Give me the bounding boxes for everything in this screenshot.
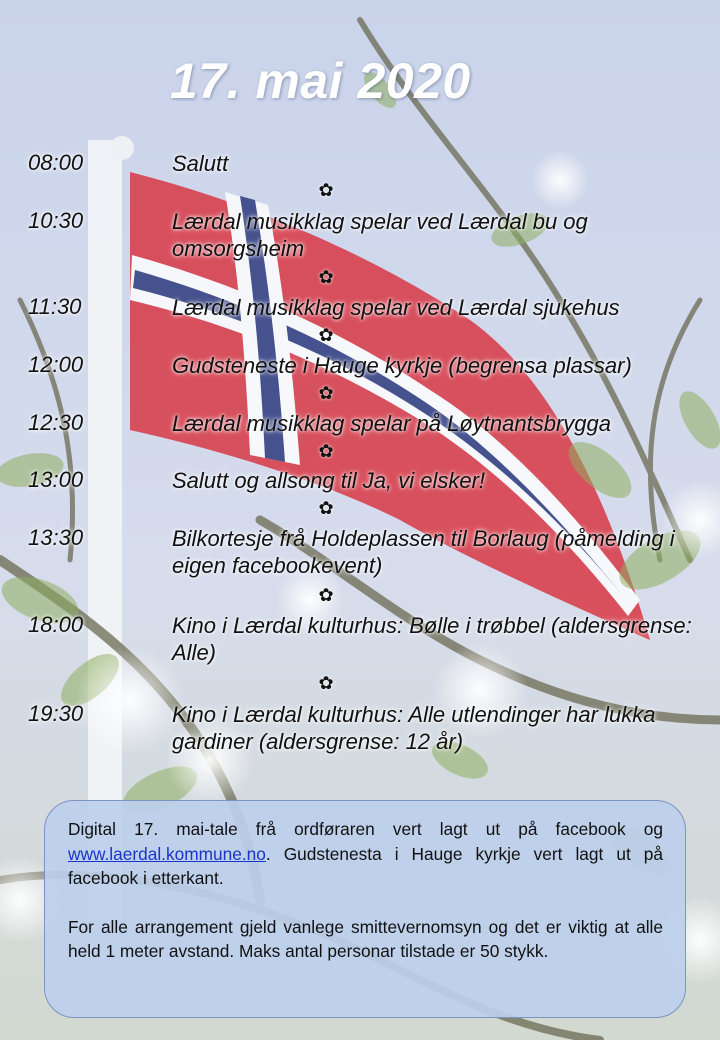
event-description: Kino i Lærdal kulturhus: Bølle i trøbbel (aldersgrense: Alle) <box>172 613 692 665</box>
flagpole-top <box>110 136 134 160</box>
municipality-link[interactable]: www.laerdal.kommune.no <box>68 843 266 864</box>
event-time: 12:00 <box>28 352 84 377</box>
info-text: . Gudstenesta i Hauge kyrkje vert lagt ut på facebook i etterkant. <box>68 843 663 888</box>
page-title: 17. mai 2020 <box>170 53 471 109</box>
flower-separator-icon: ✿ <box>318 585 334 605</box>
flower-separator-icon: ✿ <box>318 498 334 518</box>
info-box <box>44 800 686 1018</box>
event-time: 18:00 <box>28 612 84 637</box>
event-description: Salutt <box>172 151 229 176</box>
flower-separator-icon: ✿ <box>318 383 334 403</box>
flower-separator-icon: ✿ <box>318 267 334 287</box>
event-description: Bilkortesje frå Holdeplassen til Borlaug (påmelding i eigen facebookevent) <box>172 526 675 578</box>
flower-separator-icon: ✿ <box>318 325 334 345</box>
event-description: Lærdal musikklag spelar ved Lærdal sjukehus <box>172 295 620 320</box>
info-paragraph-rules: For alle arrangement gjeld vanlege smittevernomsyn og det er viktig at alle held 1 meter avstand. Maks antal personar tilstade er 50 stykk. <box>68 916 663 961</box>
event-description: Lærdal musikklag spelar på Løytnantsbrygga <box>172 411 612 436</box>
info-text: Digital 17. mai-tale frå ordføraren vert lagt ut på facebook og <box>68 819 663 839</box>
event-description: Lærdal musikklag spelar ved Lærdal bu og omsorgsheim <box>172 209 588 261</box>
event-description: Salutt og allsong til Ja, vi elsker! <box>172 468 486 493</box>
event-time: 10:30 <box>28 208 84 233</box>
event-time: 13:30 <box>28 525 84 550</box>
flower-separator-icon: ✿ <box>318 673 334 693</box>
flower-separator-icon: ✿ <box>318 441 334 461</box>
event-description: Gudsteneste i Hauge kyrkje (begrensa plassar) <box>172 353 632 378</box>
event-time: 08:00 <box>28 150 84 175</box>
event-time: 12:30 <box>28 410 84 435</box>
flower-separator-icon: ✿ <box>318 180 334 200</box>
event-time: 11:30 <box>28 294 82 319</box>
event-description: Kino i Lærdal kulturhus: Alle utlendinger har lukka gardiner (aldersgrense: 12 år) <box>172 702 656 754</box>
event-time: 19:30 <box>28 701 84 726</box>
event-time: 13:00 <box>28 467 84 492</box>
info-paragraph-stream <box>68 817 663 891</box>
